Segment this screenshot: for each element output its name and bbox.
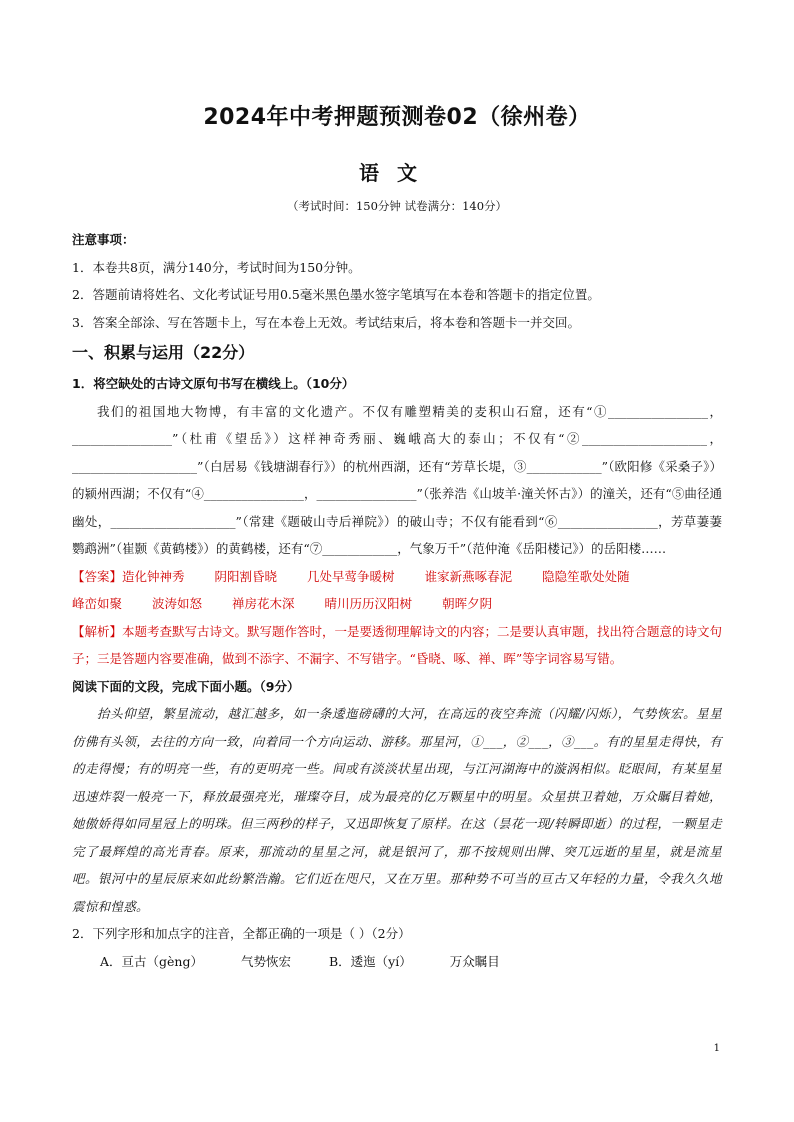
option-b-word: 万众瞩目 [449, 953, 500, 969]
subject-title: 语文 [359, 161, 435, 185]
answer-row [72, 590, 722, 618]
answer-label: 【答案】 [72, 568, 123, 584]
option-a: A．亘古（gèng） [100, 953, 203, 969]
option-a-word: 气势恢宏 [240, 953, 291, 969]
question-1-text: 我们的祖国地大物博，有丰富的文化遗产。不仅有雕塑精美的麦积山石窟，还有“①________________，________________”（杜甫《望岳》）这样神奇秀丽、巍峨高大的泰山；不仅有“②____________________，____________________”（白居易《钱塘湖春行》）的杭州西湖，还有“芳草长堤，③____________”（欧阳修《采桑子》）的颍州西湖；不仅有“④________________，________________”（张养浩《山坡羊·潼关怀古》）的潼关，还有“⑤曲径通幽处，____________________”（常建《题破山寺后禅院》）的破山寺；不仅有能看到“⑥________________，芳草萋萋鹦鹉洲”（崔颢《黄鹤楼》）的黄鹤楼，还有“⑦____________，气象万千”（范仲淹《岳阳楼记》）的岳阳楼…… [72, 403, 722, 556]
notice-item: 2．答题前请将姓名、文化考试证号用0.5毫米黑色墨水签字笔填写在本卷和答题卡的指定位置。 [72, 287, 600, 302]
question-2-stem: 2．下列字形和加点字的注音，全都正确的一项是（ ）（2分） [72, 926, 411, 941]
page-title: 2024年中考押题预测卷02（徐州卷） [203, 105, 591, 130]
page-number: 1 [713, 1043, 720, 1054]
reading-passage: 抬头仰望，繁星流动，越汇越多，如一条逶迤磅礴的大河，在高远的夜空奔流（闪耀/闪烁），气势恢宏。星星仿佛有头领，去往的方向一致，向着同一个方向运动、游移。那星河，①___，②___，③___。有的星星走得快，有的走得慢；有的明亮一些，有的更明亮一些。间或有淡淡状星出现，与江河湖海中的漩涡相似。眨眼间，有某星星迅速炸裂一般亮一下，释放最强亮光，璀璨夺目，成为最亮的亿万颗星中的明星。众星拱卫着她，万众瞩目着她，她傲娇得如同星冠上的明珠。但三两秒的样子，又迅即恢复了原样。在这（昙花一现/转瞬即逝）的过程，一颗星走完了最辉煌的高光青春。原来，那流动的星星之河，就是银河了，那不按规则出牌、突兀远逝的星星，就是流星吧。银河中的星辰原来如此纷繁浩瀚。它们近在咫尺，又在万里。那种势不可当的亘古又年轻的力量，令我久久地震惊和惶惑。 [72, 706, 722, 914]
notice-item: 3．答案全部涂、写在答题卡上，写在本卷上无效。考试结束后，将本卷和答题卡一并交回。 [72, 314, 580, 330]
analysis-text: 【解析】本题考查默写古诗文。默写题作答时，一是要透彻理解诗文的内容；二是要认真审题，找出符合题意的诗文句子；三是答题内容要准确，做到不添字、不漏字、不写错字。“昏晓、啄、禅、晖”等字词容易写错。 [72, 623, 723, 666]
answer-item: 谁家新燕啄春泥 [424, 568, 513, 584]
notice-item: 1．本卷共8页，满分140分，考试时间为150分钟。 [72, 259, 361, 275]
document-body [72, 226, 722, 975]
answer-item: 造化钟神秀 [122, 568, 185, 584]
option-b: B．逶迤（yí） [329, 953, 412, 969]
answer-item: 朝晖夕阴 [442, 596, 493, 611]
reading-stem: 阅读下面的文段，完成下面小题。（9分） [72, 678, 300, 694]
answer-item: 晴川历历汉阳树 [324, 596, 413, 611]
answer-item: 波涛如怒 [152, 596, 203, 611]
answer-item: 隐隐笙歌处处随 [542, 568, 630, 584]
answer-row [72, 563, 722, 591]
notice-heading: 注意事项： [72, 232, 135, 247]
question-2-options [72, 948, 722, 976]
answer-item: 禅房花木深 [232, 596, 295, 611]
question-1-stem: 1．将空缺处的古诗文原句书写在横线上。（10分） [72, 376, 355, 391]
answer-item: 几处早莺争暖树 [307, 568, 395, 584]
exam-info: （考试时间：150分钟 试卷满分：140分） [286, 199, 508, 213]
answer-item: 峰峦如聚 [72, 596, 123, 611]
answer-item: 阴阳割昏晓 [214, 568, 278, 584]
section-heading: 一、积累与运用（22分） [72, 343, 255, 362]
